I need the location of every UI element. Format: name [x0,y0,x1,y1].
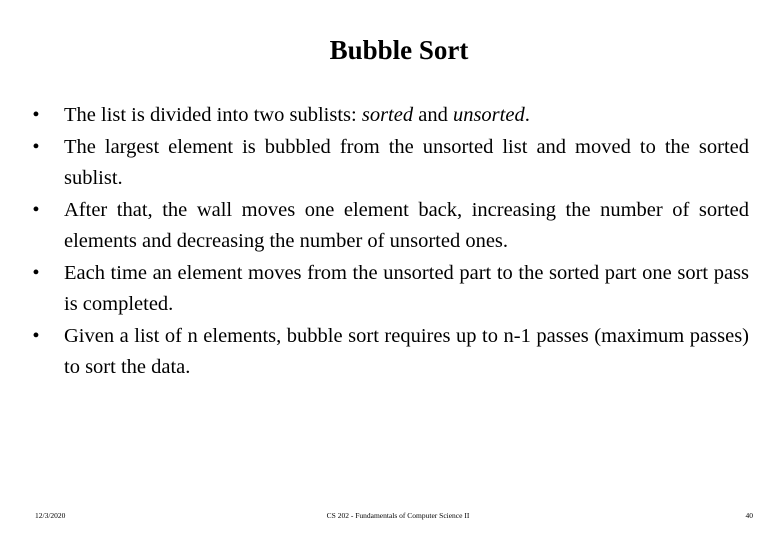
text-run-italic: unsorted [452,104,525,126]
text-run: and [413,104,453,126]
bullet-dot-icon: • [32,104,40,126]
footer-course-name: CS 202 - Fundamentals of Computer Science II [326,511,470,520]
footer-page-number: 40 [745,511,753,520]
bullet-item [25,100,749,132]
bullet-item [25,258,749,321]
bullet-dot-icon: • [32,261,40,284]
bullet-dot-icon: • [32,324,40,347]
slide-title: Bubble Sort [329,35,469,65]
bullet-item [25,321,749,384]
bullet-dot-icon: • [32,135,40,158]
text-run: The list is divided into two sublists: [64,104,362,126]
bullet-text: Given a list of n elements, bubble sort requires up to n-1 passes (maximum passes) to sort the data. [64,324,749,378]
bullet-item [25,132,749,195]
bullet-text [64,104,530,126]
bullet-text: Each time an element moves from the unsorted part to the sorted part one sort pass is completed. [64,261,749,315]
text-run-italic: sorted [361,104,414,126]
bullet-list [25,100,749,384]
bullet-dot-icon: • [32,198,40,221]
bullet-text: After that, the wall moves one element back, increasing the number of sorted elements and decreasing the number of unsorted ones. [64,198,749,252]
bullet-item [25,195,749,258]
footer-date: 12/3/2020 [35,511,66,520]
bullet-text: The largest element is bubbled from the unsorted list and moved to the sorted sublist. [64,135,749,189]
text-run: . [524,104,530,126]
